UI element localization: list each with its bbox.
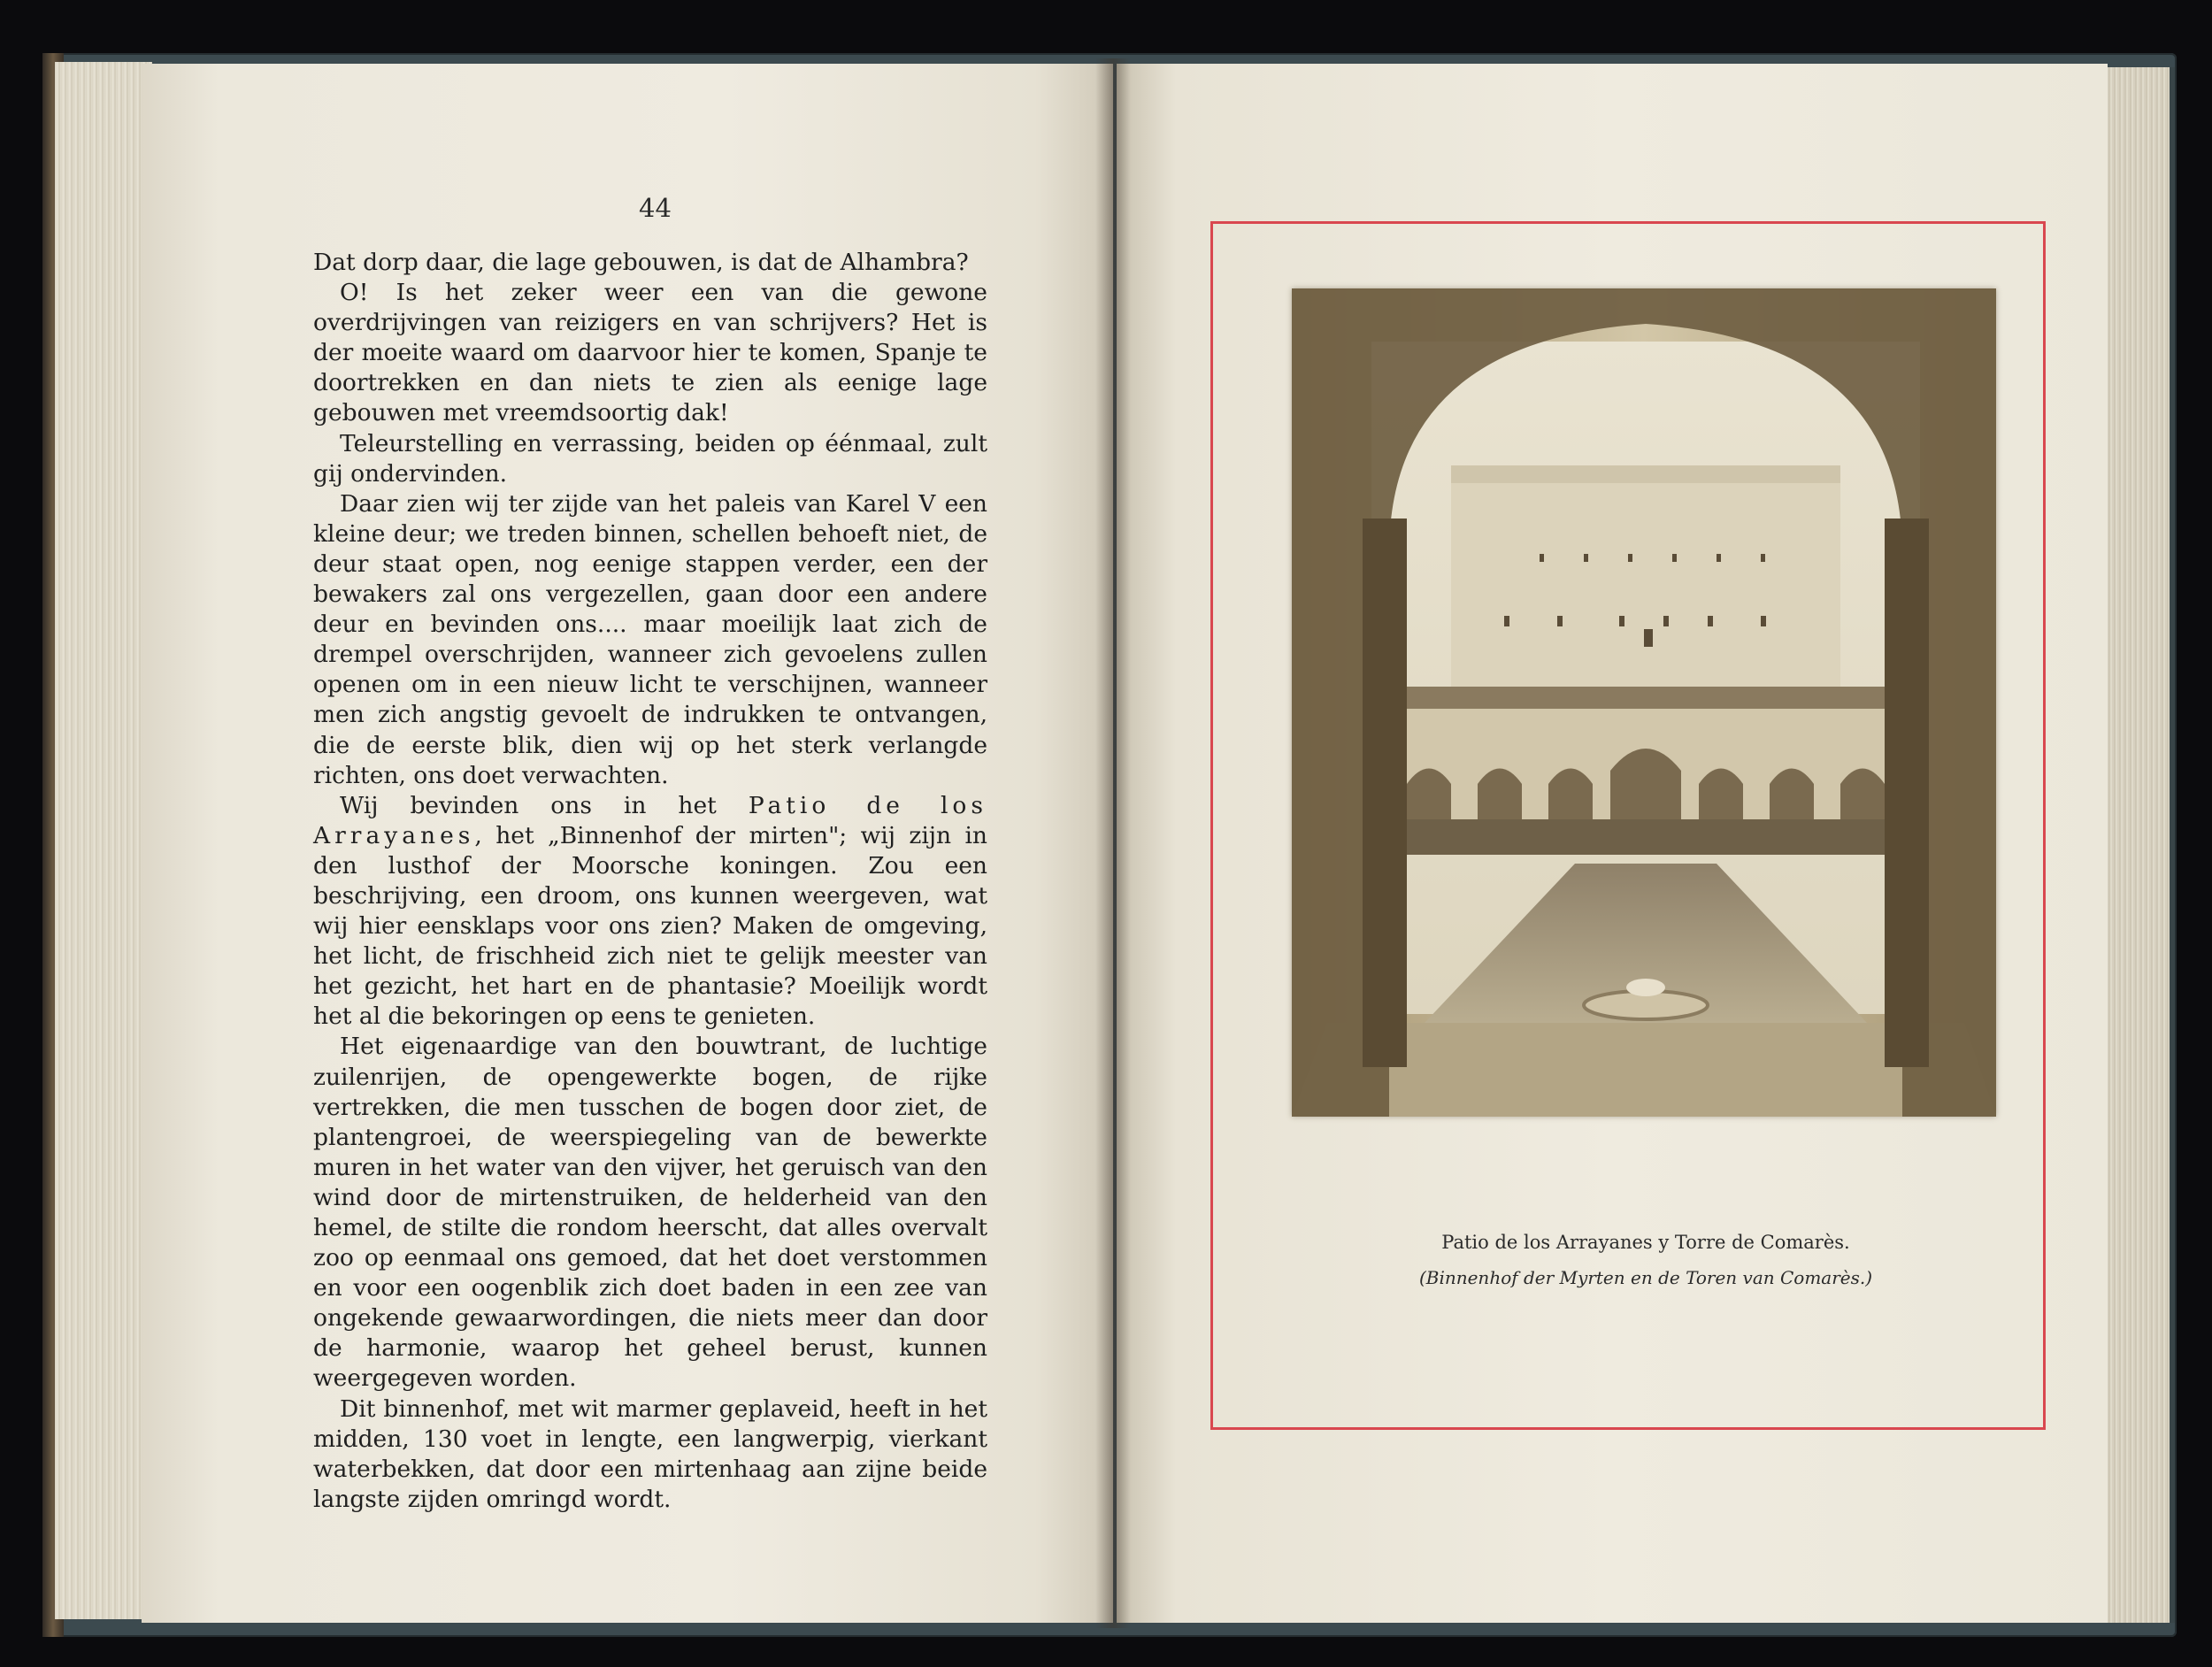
paragraph: Dit binnenhof, met wit marmer geplaveid, heeft in het midden, 130 voet in lengte, een langwerpig, vierkant waterbekken, dat door een mirtenhaag aan zijne beide langste zijden omringd wordt. xyxy=(313,1394,987,1513)
fountain xyxy=(1626,979,1665,996)
paragraph-text: , het „Binnenhof der mirten"; wij zijn in den lusthof der Moorsche koningen. Zou een beschrijving, een droom, ons kunnen weergeven, wat wij hier eensklaps voor ons zien? Maken de omgeving, het licht, de frischheid zich niet te gelijk meester van het gezicht, het hart en de phantasie? Moeilijk wordt het al die bekoringen op eens te genieten. xyxy=(313,821,987,1031)
left-page-edges xyxy=(55,62,152,1619)
page-number: 44 xyxy=(639,193,672,223)
right-page-edges xyxy=(2097,67,2175,1623)
myrtle-hedge xyxy=(1380,819,1929,855)
paragraph: Teleurstelling en verrassing, beiden op éénmaal, zult gij ondervinden. xyxy=(313,429,987,488)
paragraph-text: Wij bevinden ons in het xyxy=(340,791,749,819)
comares-tower xyxy=(1451,474,1840,704)
photo-caption-translation: (Binnenhof der Myrten en de Toren van Comarès.) xyxy=(1418,1267,1873,1288)
paragraph: Het eigenaardige van den bouwtrant, de luchtige zuilenrijen, de opengewerkte bogen, de rijke vertrekken, die men tusschen de bogen door ziet, de plantengroei, de weerspiegeling van de bewerkte muren in het water van den vijver, het geruisch van den wind door de mirtenstruiken, de helderheid van den hemel, de stilte die rondom heerscht, dat alles overvalt zoo op eenmaal ons gemoed, dat het doet verstommen en voor een oogenblik zich doet baden in een zee van ongekende gewaarwordingen, die niets meer dan door de harmonie, waarop het geheel berust, kunnen weergegeven worden. xyxy=(313,1033,987,1393)
left-column xyxy=(1363,519,1407,1067)
photo-caption: Patio de los Arrayanes y Torre de Comarès. xyxy=(1441,1232,1850,1253)
paragraph: O! Is het zeker weer een van die gewone overdrijvingen van reizigers en van schrijvers? Het is der moeite waard om daarvoor hier te komen, Spanje te doortrekken en dan niets te zien als eenige lage gebouwen met vreemdsoortig dak! xyxy=(313,279,987,427)
paragraph: Daar zien wij ter zijde van het paleis van Karel V een kleine deur; we treden binnen, schellen behoeft niet, de deur staat open, nog eenige stappen verder, een der bewakers zal ons vergezellen, gaan door een andere deur en bevinden ons.... maar moeilijk laat zich de drempel overschrijden, wanneer zich gevoelens zullen openen om in een nieuw licht te verschijnen, wanneer men zich angstig gevoelt de indrukken te ontvangen, die de eerste blik, dien wij op het sterk verlangde richten, ons doet verwachten. xyxy=(313,489,987,789)
spaced-title: Patio de los Arrayanes xyxy=(313,791,987,849)
paragraph: Dat dorp daar, die lage gebouwen, is dat de Alhambra? xyxy=(313,249,969,276)
photo-illustration xyxy=(1292,288,1996,1117)
right-column xyxy=(1885,519,1929,1067)
roof xyxy=(1398,687,1911,709)
body-text xyxy=(313,248,987,1515)
paragraph xyxy=(313,791,987,1033)
tower-crenellation xyxy=(1451,465,1840,483)
book-gutter xyxy=(1095,58,1131,1628)
albumen-photograph xyxy=(1292,288,1996,1117)
